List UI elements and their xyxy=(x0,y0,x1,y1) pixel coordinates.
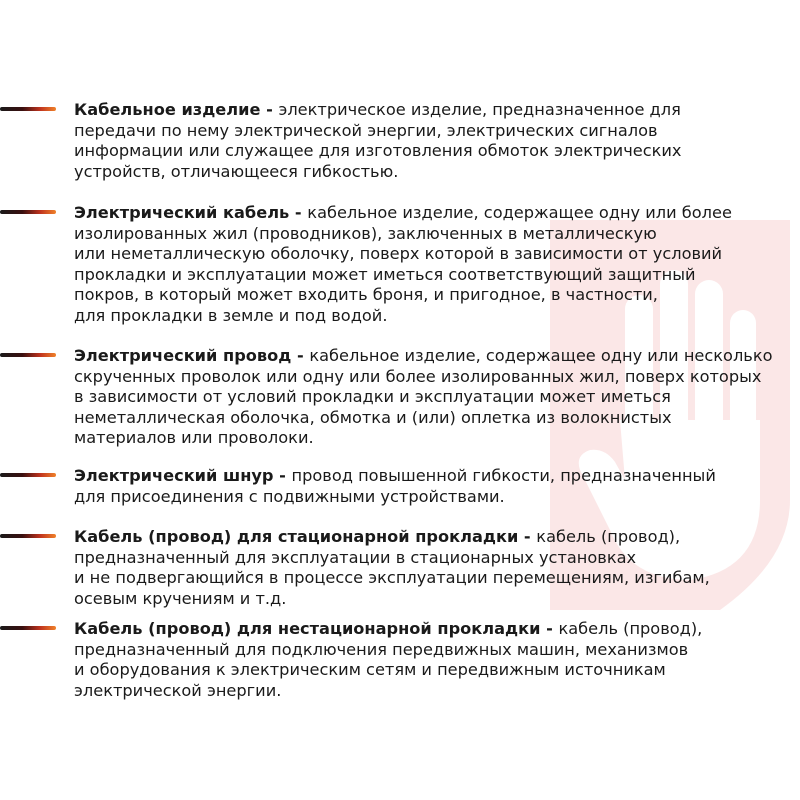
definition-term: Электрический шнур xyxy=(74,466,274,485)
bullet-gradient-bar xyxy=(0,353,56,357)
definition-text: Кабель (провод) для стационарной прокладки - кабель (провод), предназначенный для эксплуатации в стационарных установках и не подвергающийся в процессе эксплуатации перемещениям, изгибам, осевым кручениям и т.д. xyxy=(74,527,710,608)
definition-text: Электрический провод - кабельное изделие, содержащее одну или несколько скрученных проволок или одну или более изолированных жил, поверх которых в зависимости от условий прокладки и эксплуатации может иметься неметаллическая оболочка, обмотка и (или) оплетка из волокнистых материалов или проволоки. xyxy=(74,346,773,448)
bullet-gradient-bar xyxy=(0,210,56,214)
bullet-gradient-bar xyxy=(0,473,56,477)
bullet-gradient-bar xyxy=(0,534,56,538)
definition-term: Кабель (провод) для нестационарной прокладки xyxy=(74,619,541,638)
definition-text: Электрический шнур - провод повышенной гибкости, предназначенный для присоединения с подвижными устройствами. xyxy=(74,466,716,506)
definition-term: Кабель (провод) для стационарной прокладки xyxy=(74,527,519,546)
bullet-gradient-bar xyxy=(0,626,56,630)
definition-term: Электрический провод xyxy=(74,346,292,365)
bullet-gradient-bar xyxy=(0,107,56,111)
definition-text: Кабельное изделие - электрическое изделие, предназначенное для передачи по нему электрической энергии, электрических сигналов информации или служащее для изготовления обмоток электрических устройств, отличающееся гибкостью. xyxy=(74,100,682,181)
definition-term: Электрический кабель xyxy=(74,203,290,222)
definition-term: Кабельное изделие xyxy=(74,100,261,119)
definition-text: Электрический кабель - кабельное изделие, содержащее одну или более изолированных жил (проводников), заключенных в металлическую или неметаллическую оболочку, поверх которой в зависимости от условий прокладки и эксплуатации может иметься соответствующий защитный покров, в который может входить броня, и пригодное, в частности, для прокладки в земле и под водой. xyxy=(74,203,732,325)
definition-text: Кабель (провод) для нестационарной прокладки - кабель (провод), предназначенный для подключения передвижных машин, механизмов и оборудования к электрическим сетям и передвижным источникам электрической энергии. xyxy=(74,619,703,700)
